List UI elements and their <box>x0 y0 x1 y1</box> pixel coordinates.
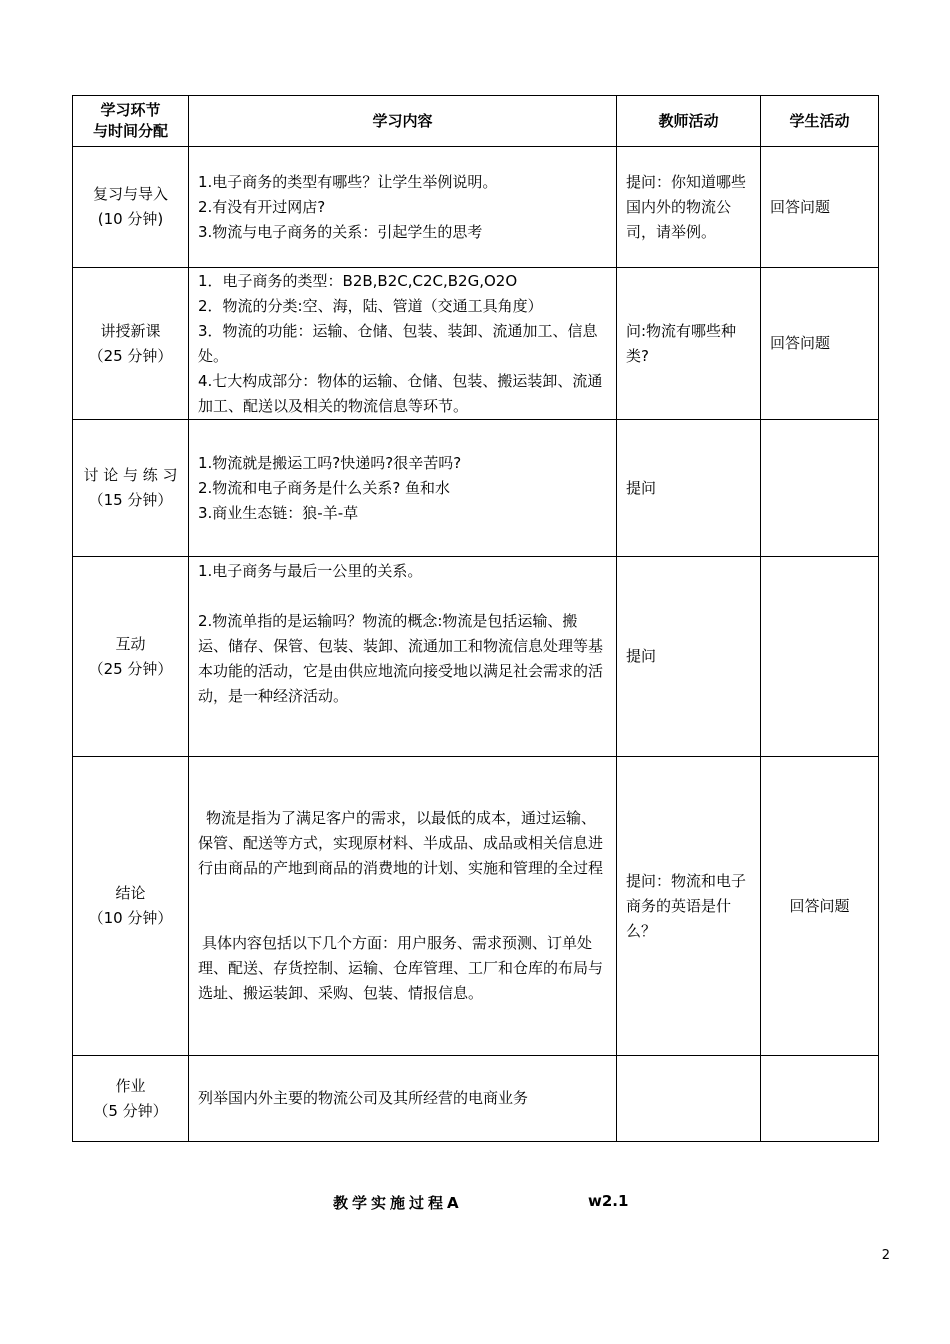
content-line: 1.电子商务的类型有哪些？让学生举例说明。 <box>198 172 498 191</box>
content-cell <box>189 147 617 268</box>
stage-cell <box>73 557 189 757</box>
content-paragraph: 2.物流单指的是运输吗？物流的概念:物流是包括运输、搬运、储存、保管、包装、装卸、流通加工和物流信息处理等基本功能的活动，它是由供应地流向接受地以满足社会需求的活动，是一种经济活动。 <box>198 612 604 705</box>
table-row <box>73 147 879 268</box>
stage-cell <box>73 1056 189 1142</box>
student-cell: 回答问题 <box>761 268 879 420</box>
content-paragraph: 具体内容包括以下几个方面：用户服务、需求预测、订单处理、配送、存货控制、运输、仓库管理、工厂和仓库的布局与选址、搬运装卸、采购、包装、情报信息。 <box>198 934 604 1002</box>
stage-name: 讨 论 与 练 习 <box>83 466 178 484</box>
table-row <box>73 268 879 420</box>
stage-time: (10 分钟) <box>97 210 164 228</box>
content-line: 2．物流的分类:空、海，陆、管道（交通工具角度） <box>198 296 543 315</box>
teacher-cell: 提问：物流和电子商务的英语是什么？ <box>617 757 761 1056</box>
content-line: 3.物流与电子商务的关系：引起学生的思考 <box>198 222 483 241</box>
stage-time: （15 分钟） <box>88 491 173 509</box>
stage-cell <box>73 147 189 268</box>
content-line: 1．电子商务的类型：B2B,B2C,C2C,B2G,O2O <box>198 271 518 290</box>
teacher-cell: 提问 <box>617 557 761 757</box>
teacher-cell: 问:物流有哪些种类? <box>617 268 761 420</box>
content-line: 2.有没有开过网店? <box>198 197 326 216</box>
content-line: 4.七大构成部分：物体的运输、仓储、包装、搬运装卸、流通加工、配送以及相关的物流信息等环节。 <box>198 371 603 415</box>
footer-code: w2.1 <box>588 1192 629 1210</box>
header-stage: 学习环节 与时间分配 <box>73 96 189 147</box>
content-paragraph: 物流是指为了满足客户的需求，以最低的成本，通过运输、保管、配送等方式，实现原材料、半成品、成品或相关信息进行由商品的产地到商品的消费地的计划、实施和管理的全过程 <box>198 809 604 877</box>
header-student: 学生活动 <box>761 96 879 147</box>
stage-time: （10 分钟） <box>88 909 173 927</box>
stage-name: 作业 <box>115 1076 146 1095</box>
content-line: 2.物流和电子商务是什么关系? 鱼和水 <box>198 478 451 497</box>
student-cell <box>761 1056 879 1142</box>
stage-time: （25 分钟） <box>88 346 173 365</box>
table-header-row <box>73 96 879 147</box>
header-teacher: 教师活动 <box>617 96 761 147</box>
content-cell <box>189 1056 617 1142</box>
content-cell <box>189 420 617 557</box>
teacher-cell: 提问：你知道哪些国内外的物流公司，请举例。 <box>617 147 761 268</box>
stage-name: 复习与导入 <box>92 185 168 203</box>
content-cell <box>189 268 617 420</box>
stage-cell <box>73 268 189 420</box>
student-cell <box>761 420 879 557</box>
table-row <box>73 420 879 557</box>
student-cell: 回答问题 <box>761 147 879 268</box>
table-row <box>73 1056 879 1142</box>
teacher-cell: 提问 <box>617 420 761 557</box>
stage-time: （25 分钟） <box>88 659 173 678</box>
content-line: 1.物流就是搬运工吗?快递吗?很辛苦吗? <box>198 453 462 472</box>
footer-title: 教学实施过程A <box>333 1194 463 1212</box>
stage-name: 讲授新课 <box>100 321 161 340</box>
content-line: 列举国内外主要的物流公司及其所经营的电商业务 <box>198 1089 529 1107</box>
stage-cell <box>73 757 189 1056</box>
lesson-plan-table <box>72 95 879 1142</box>
stage-time: （5 分钟） <box>93 1101 168 1120</box>
content-line: 1.电子商务与最后一公里的关系。 <box>198 562 423 580</box>
table-row <box>73 757 879 1056</box>
header-content: 学习内容 <box>189 96 617 147</box>
stage-cell <box>73 420 189 557</box>
stage-name: 互动 <box>115 634 146 653</box>
content-line: 3.商业生态链：狼-羊-草 <box>198 503 359 522</box>
content-line: 3．物流的功能：运输、仓储、包装、装卸、流通加工、信息处。 <box>198 321 598 365</box>
student-cell: 回答问题 <box>761 757 879 1056</box>
content-cell <box>189 557 617 757</box>
content-cell <box>189 757 617 1056</box>
page-number: 2 <box>881 1248 890 1263</box>
teacher-cell <box>617 1056 761 1142</box>
table-row <box>73 557 879 757</box>
student-cell <box>761 557 879 757</box>
stage-name: 结论 <box>115 884 146 902</box>
